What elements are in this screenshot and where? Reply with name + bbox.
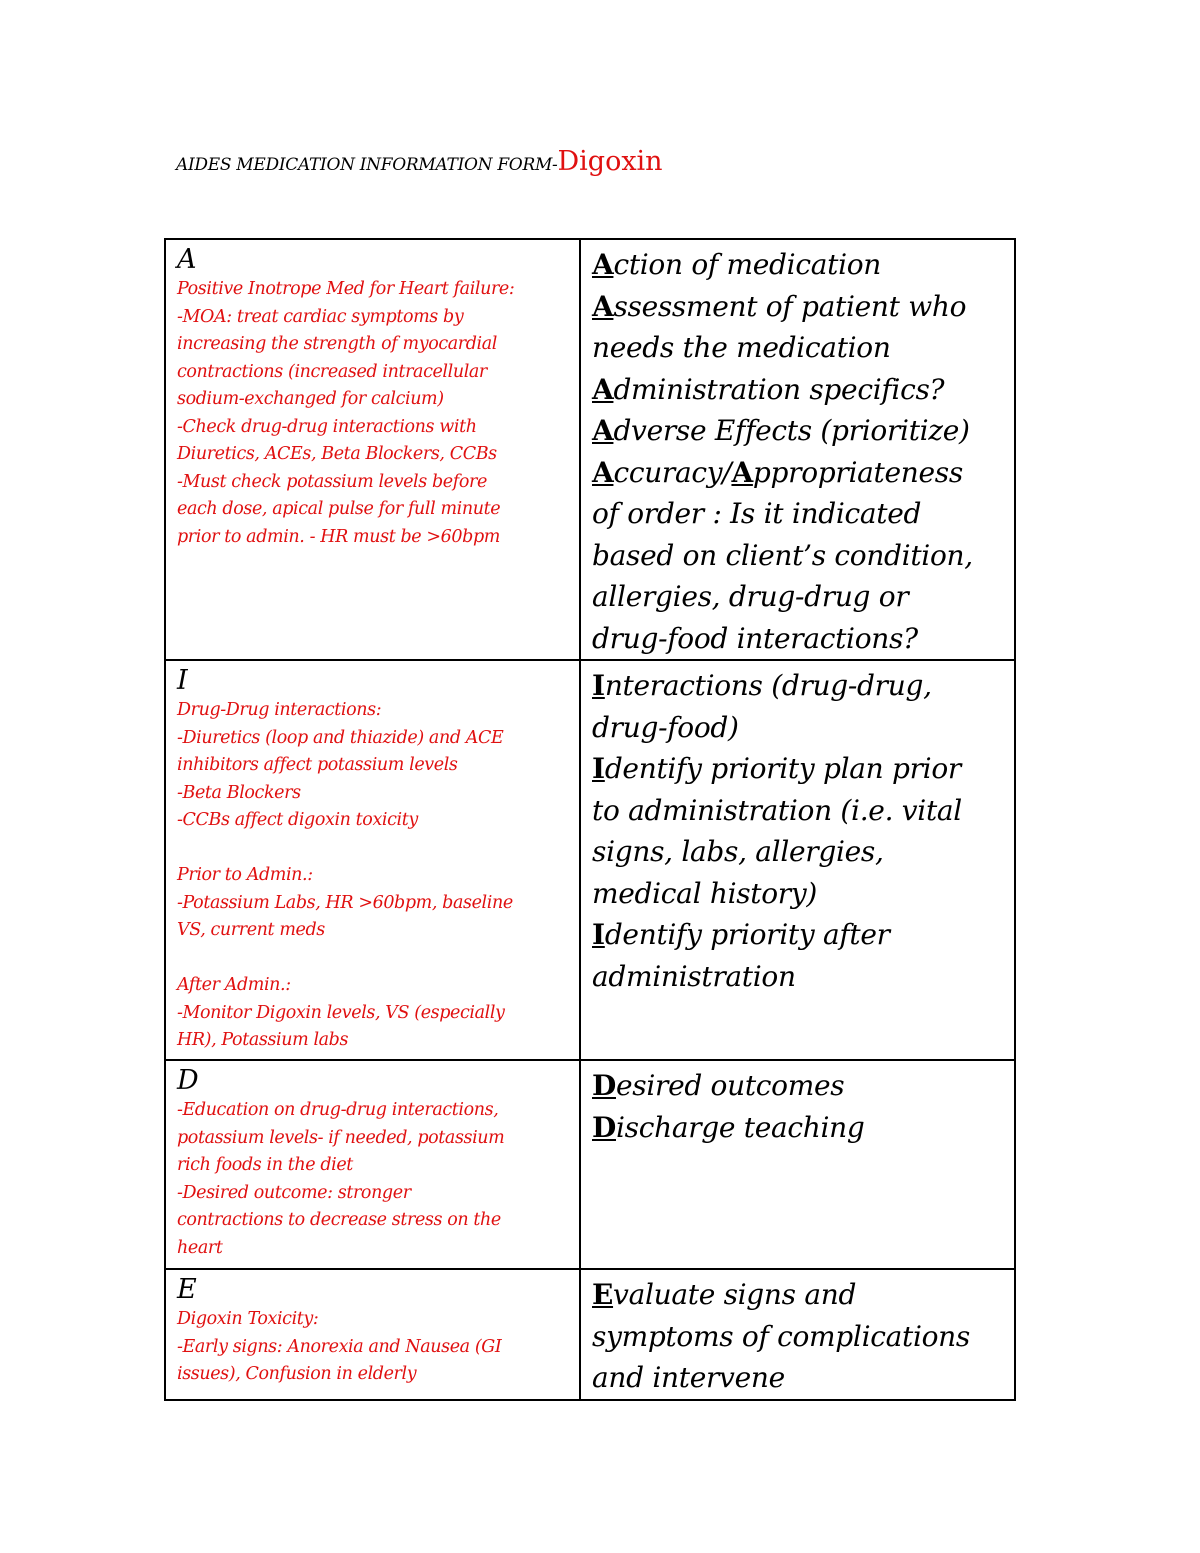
prompt-initial: I <box>592 752 605 785</box>
prompt-text: signs, labs, allergies, <box>592 835 884 868</box>
prompt-initial: A <box>592 248 614 281</box>
prompt-text: allergies, drug-drug or <box>592 580 909 613</box>
prompt-initial: D <box>592 1069 616 1102</box>
prompt-text: esired outcomes <box>615 1069 845 1102</box>
prompt-line <box>592 707 1004 749</box>
note-line: -Monitor Digoxin levels, VS (especially <box>177 1002 505 1023</box>
prompt-line <box>592 535 1004 577</box>
prompt-text: nteractions (drug-drug, <box>604 669 932 702</box>
prompt-text: symptoms of complications <box>592 1319 970 1353</box>
prompts-list <box>592 244 1004 659</box>
notes-list <box>177 1306 569 1389</box>
note-line: -Check drug-drug interactions with <box>177 416 477 437</box>
note-line: Drug-Drug interactions: <box>177 700 382 720</box>
prompt-initial: I <box>592 918 605 951</box>
row-letter: I <box>177 665 188 696</box>
table-row-i <box>165 660 1015 1060</box>
note-line: inhibitors affect potassium levels <box>177 755 458 775</box>
prompt-line <box>592 369 1004 411</box>
prompt-text: based on client’s condition, <box>592 538 973 572</box>
prompts-cell-i <box>580 660 1015 1060</box>
note-line <box>177 945 569 973</box>
notes-list <box>177 1097 569 1262</box>
prompt-line <box>592 873 1004 915</box>
note-line: After Admin.: <box>177 975 291 995</box>
notes-cell-e <box>165 1269 580 1400</box>
note-line: prior to admin. - HR must be >60bpm <box>177 526 500 547</box>
prompt-initial: A <box>592 455 614 489</box>
prompt-text: drug-food interactions? <box>592 621 918 655</box>
prompt-line <box>592 286 1004 328</box>
note-line: -Must check potassium levels before <box>177 471 487 492</box>
prompt-line <box>592 1107 1004 1149</box>
note-line: each dose, apical pulse for full minute <box>177 499 501 519</box>
note-line: Prior to Admin.: <box>177 865 313 885</box>
prompt-line <box>592 914 1004 956</box>
note-line: issues), Confusion in elderly <box>177 1364 417 1384</box>
note-line: potassium levels- if needed, potassium <box>177 1127 505 1148</box>
prompt-text: dverse Effects (prioritize) <box>613 414 970 447</box>
notes-cell-a <box>165 239 580 660</box>
prompt-text: dentify priority plan prior <box>604 752 961 785</box>
note-line: heart <box>177 1237 223 1258</box>
prompt-text: dministration specifics? <box>613 372 945 406</box>
prompt-text: to administration (i.e. vital <box>592 793 962 827</box>
prompts-list <box>592 1274 1004 1399</box>
prompt-text: valuate signs and <box>613 1278 857 1311</box>
prompt-text: dentify priority after <box>604 918 890 951</box>
note-line: -Diuretics (loop and thiazide) and ACE <box>177 727 504 748</box>
note-line: -MOA: treat cardiac symptoms by <box>177 306 464 327</box>
notes-list <box>177 276 569 551</box>
note-line: -Desired outcome: stronger <box>177 1182 411 1203</box>
title-drug-name: Digoxin <box>557 146 663 177</box>
row-letter: D <box>177 1065 199 1096</box>
prompt-line <box>592 1065 1004 1107</box>
row-letter: A <box>177 244 197 275</box>
prompt-text: medical history) <box>592 876 818 910</box>
prompt-initial: E <box>592 1278 614 1311</box>
prompt-initial: A <box>592 414 614 447</box>
prompt-line <box>592 576 1004 618</box>
note-line <box>177 835 569 863</box>
row-letter: E <box>177 1274 197 1305</box>
table-row-d <box>165 1060 1015 1269</box>
prompt-initial: A <box>731 455 753 489</box>
prompt-line <box>592 327 1004 369</box>
prompt-line <box>592 665 1004 707</box>
note-line: Diuretics, ACEs, Beta Blockers, CCBs <box>177 444 497 464</box>
notes-list <box>177 697 569 1055</box>
prompts-cell-a <box>580 239 1015 660</box>
prompt-text: ssessment of patient who <box>613 289 967 323</box>
note-line: Positive Inotrope Med for Heart failure: <box>177 279 515 299</box>
prompt-line <box>592 244 1004 286</box>
prompt-text: ccuracy/ <box>613 455 732 489</box>
prompt-initial: A <box>592 289 614 323</box>
prompt-text: and intervene <box>592 1361 785 1394</box>
table-row-a <box>165 239 1015 660</box>
aides-form-table <box>164 238 1016 1401</box>
prompt-initial: A <box>592 372 614 406</box>
note-line: -Potassium Labs, HR >60bpm, baseline <box>177 892 513 913</box>
prompts-list <box>592 1065 1004 1148</box>
notes-cell-d <box>165 1060 580 1269</box>
prompt-line <box>592 748 1004 790</box>
note-line: HR), Potassium labs <box>177 1030 349 1050</box>
table-row-e <box>165 1269 1015 1400</box>
prompt-line <box>592 1274 1004 1316</box>
note-line: rich foods in the diet <box>177 1155 353 1175</box>
prompt-text: drug-food) <box>592 710 739 744</box>
note-line: Digoxin Toxicity: <box>177 1309 319 1329</box>
note-line: -Education on drug-drug interactions, <box>177 1100 499 1120</box>
prompt-line <box>592 790 1004 832</box>
prompts-cell-e <box>580 1269 1015 1400</box>
prompt-line <box>592 493 1004 535</box>
prompt-text: needs the medication <box>592 331 891 364</box>
prompt-line <box>592 831 1004 873</box>
note-line: -CCBs affect digoxin toxicity <box>177 810 418 830</box>
prompts-cell-d <box>580 1060 1015 1269</box>
prompt-line <box>592 1357 1004 1399</box>
prompt-line <box>592 1316 1004 1358</box>
page-title <box>176 146 663 177</box>
prompt-line <box>592 452 1004 494</box>
note-line: -Beta Blockers <box>177 782 301 803</box>
prompt-text: ischarge teaching <box>615 1110 865 1144</box>
note-line: sodium-exchanged for calcium) <box>177 389 444 409</box>
note-line: contractions (increased intracellular <box>177 361 487 382</box>
prompt-text: administration <box>592 959 796 993</box>
prompt-initial: I <box>592 669 605 702</box>
prompt-line <box>592 410 1004 452</box>
note-line: increasing the strength of myocardial <box>177 334 497 354</box>
note-line: contractions to decrease stress on the <box>177 1210 501 1230</box>
prompt-line <box>592 618 1004 660</box>
prompt-text: of order : Is it indicated <box>592 497 922 530</box>
prompt-text: ction of medication <box>613 248 882 281</box>
prompt-text: ppropriateness <box>752 455 963 489</box>
notes-cell-i <box>165 660 580 1060</box>
title-prefix: AIDES MEDICATION INFORMATION FORM- <box>176 155 558 175</box>
note-line: VS, current meds <box>177 920 325 940</box>
note-line: -Early signs: Anorexia and Nausea (GI <box>177 1336 502 1357</box>
prompt-initial: D <box>592 1110 616 1144</box>
prompt-line <box>592 956 1004 998</box>
prompts-list <box>592 665 1004 997</box>
